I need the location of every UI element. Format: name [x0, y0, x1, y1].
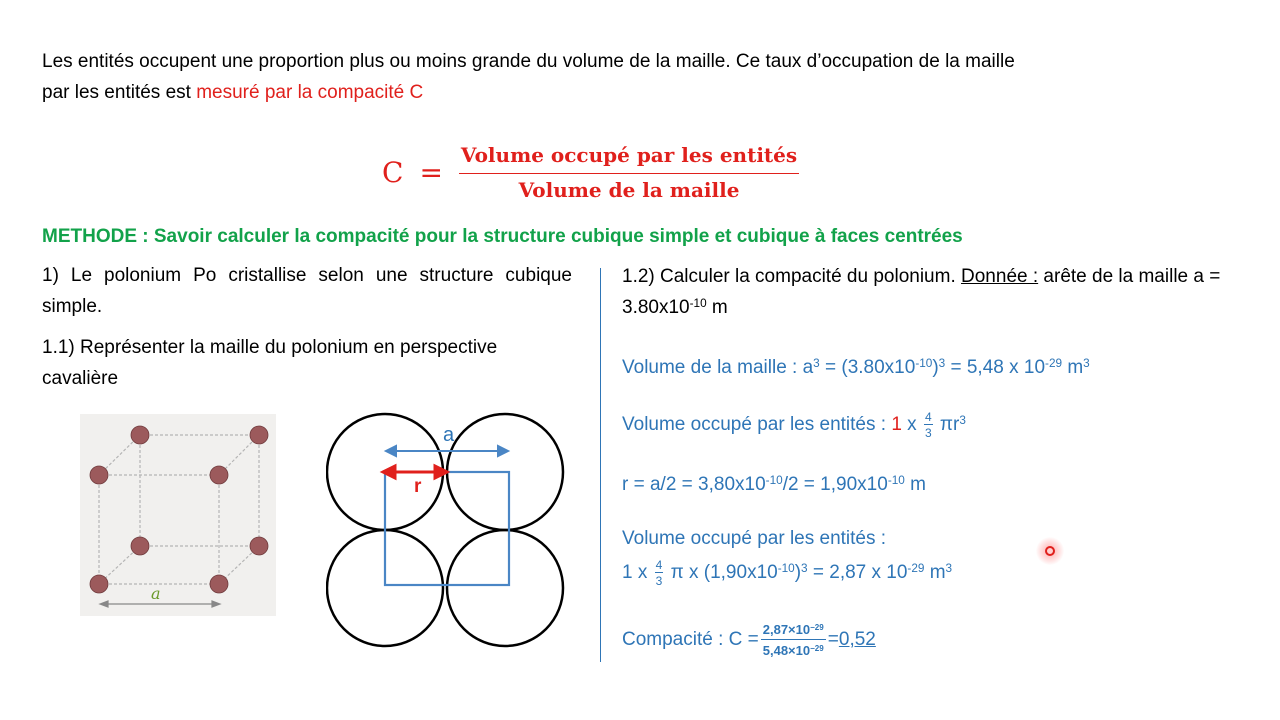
cube-svg — [80, 414, 276, 616]
formula-numerator: Volume occupé par les entités — [459, 145, 799, 174]
question-1-1: 1.1) Représenter la maille du polonium en perspective cavalière — [42, 337, 498, 389]
compacite-label: Compacité : C = — [622, 629, 759, 650]
four-thirds-fraction: $\frac{4}{3}$ — [924, 409, 932, 440]
volume-occupe-line: Volume occupé par les entités : 1 x $\frac{4}{3}$ $\pi r^3$ — [622, 409, 966, 440]
volume-occupe-title: Volume occupé par les entités : — [622, 528, 887, 549]
question-1: 1) Le polonium Po cristallise selon une structure cubique simple. — [42, 265, 572, 317]
compacite-line: Compacité : C = $\frac{2,87\times 10^{-29}}{5,48\times 10^{-29}}$ = 0,52 — [622, 621, 876, 658]
compacite-result: 0,52 — [838, 629, 876, 650]
cube-figure — [80, 414, 276, 616]
compacite-fraction — [761, 623, 826, 657]
intro-paragraph — [42, 46, 1242, 108]
volume-occupe-calc: 1 x $\frac{4}{3}$ π x $(1,90x10^{-10})^3 = 2,87$ x $10^{-29}$ $m^3$ — [622, 557, 953, 588]
atom-circle-bottom-right — [447, 530, 563, 646]
intro-line-1: Les entités occupent une proportion plus ou moins grande du volume de la maille. Ce taux d’occupation de la maille — [42, 51, 1015, 72]
four-thirds-fraction-2: $\frac{4}{3}$ — [655, 557, 663, 588]
column-divider — [600, 268, 601, 662]
r-label: r — [414, 476, 422, 497]
compacity-formula — [382, 140, 799, 204]
compacite-denominator: $5,48\times 10^{-29}$ — [762, 643, 824, 658]
atoms-count: 1 — [891, 414, 902, 435]
circles-diagram — [326, 408, 570, 652]
formula-denominator: Volume de la maille — [518, 177, 740, 202]
laser-pointer-dot — [1045, 546, 1055, 556]
radius-line: $r = a/2 = 3,80x10^{-10}/2 = 1,90x10^{-10}$ m — [622, 473, 926, 495]
a-label: a — [443, 424, 455, 446]
intro-line-2: par les entités est mesuré par la compacité C — [42, 82, 424, 103]
formula-equals: = — [419, 155, 443, 189]
method-title: METHODE : Savoir calculer la compacité pour la structure cubique simple et cubique à faces centrées — [42, 226, 963, 247]
formula-lhs: C — [382, 155, 404, 189]
formula-fraction — [459, 142, 799, 202]
cube-edge-label: a — [151, 584, 161, 603]
donnee-label: Donnée : — [961, 266, 1039, 287]
compacite-numerator: $2,87\times 10^{-29}$ — [761, 623, 826, 640]
a-arrow — [386, 446, 508, 456]
volume-maille-line: Volume de la maille : $a^3 = (3.80x10^{-10})^3 = 5,48$ x $10^{-29}$ $m^3$ — [622, 356, 1090, 378]
intro-highlight: mesuré par la compacité C — [196, 82, 424, 103]
question-1-2: 1.2) Calculer la compacité du polonium. Donnée : arête de la maille $a = 3.80x10^{-10}$ m — [622, 266, 1221, 318]
